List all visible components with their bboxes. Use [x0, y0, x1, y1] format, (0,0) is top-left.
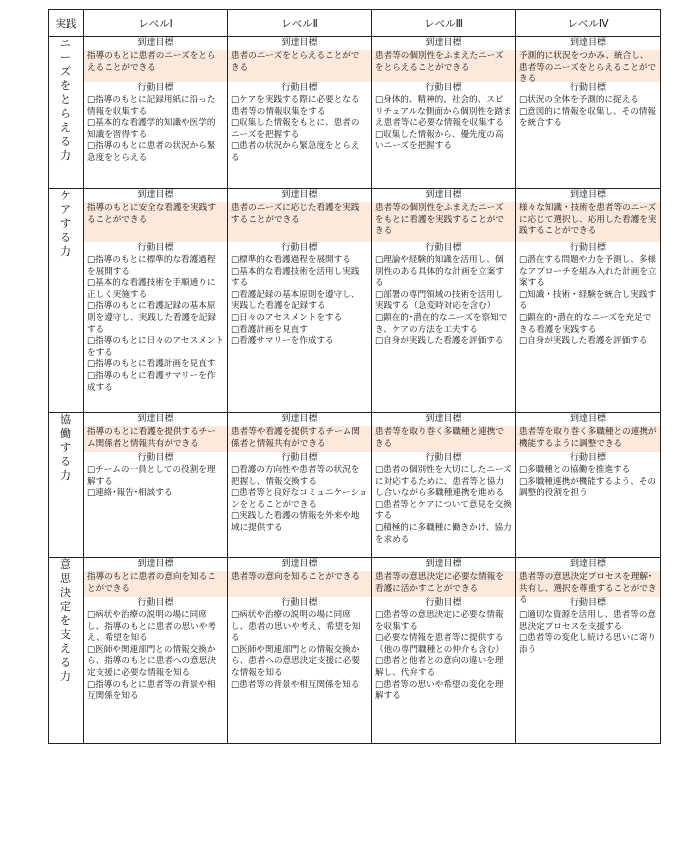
action-section [228, 82, 371, 188]
action-heading: 行動目標 [137, 453, 174, 463]
level-cell [228, 37, 372, 189]
phase-row [49, 189, 661, 413]
level-cell [84, 189, 228, 413]
action-list [228, 610, 371, 693]
action-item: □ケアを実践する際に必要となる患者等の情報収集をする [231, 95, 360, 117]
goal-section [228, 189, 371, 242]
goal-heading: 到達目標 [425, 414, 462, 424]
goal-heading: 到達目標 [569, 414, 606, 424]
action-list [516, 95, 660, 132]
action-item: □患者等の意思決定に必要な情報を収集する [375, 610, 504, 632]
goal-heading: 到達目標 [137, 559, 174, 569]
action-item: □収集した情報をもとに、患者のニーズを把握する [231, 118, 360, 140]
action-item: □理論や経験的知識を活用し、個別性のある具体的な計画を立案する [375, 255, 504, 289]
goal-text: 患者等の個別性をふまえたニーズをとらえることができる [372, 50, 515, 82]
action-item: □指導のもとに記録用紙に沿った情報を収集する [87, 95, 216, 117]
action-item: □実践した看護の情報を外来や地域に提供する [231, 511, 360, 533]
goal-section [372, 558, 515, 597]
action-list [516, 255, 660, 350]
competency-table [48, 9, 661, 744]
action-item: □連絡･報告･相談する [87, 488, 173, 499]
level-cell [84, 37, 228, 189]
header-practice: 実践 [49, 10, 84, 37]
goal-heading: 到達目標 [281, 414, 318, 424]
goal-section [84, 189, 227, 242]
action-list [372, 95, 515, 155]
goal-text: 予測的に状況をつかみ、統合し、患者等のニーズをとらえることができる [516, 50, 660, 82]
level-cell [228, 558, 372, 744]
action-item: □部署の専門領域の技術を活用し実践する（急変時対応を含む） [375, 289, 504, 312]
goal-text: 患者のニーズをとらえることができる [228, 50, 371, 82]
goal-heading: 到達目標 [569, 190, 606, 200]
action-heading: 行動目標 [281, 453, 318, 463]
action-item: □顕在的･潜在的なニーズを充足できる看護を実践する [519, 312, 652, 335]
header-level-4: レベルⅣ [516, 10, 661, 37]
action-heading: 行動目標 [137, 598, 174, 608]
phase-label-text: 意思決定を支える力 [60, 558, 72, 683]
action-section [516, 242, 660, 412]
goal-heading: 到達目標 [137, 190, 174, 200]
action-list [516, 610, 660, 658]
goal-text: 指導のもとに患者のニーズをとらえることができる [84, 50, 227, 82]
action-item: □基本的な看護技術を活用し実践する [231, 266, 360, 289]
goal-heading: 到達目標 [425, 190, 462, 200]
phase-row [49, 37, 661, 189]
action-list [84, 95, 227, 167]
action-item: □患者の個別性を大切にしたニーズに対応するために、患者等と協力し合いながら多職種連携を進める [375, 465, 512, 499]
action-item: □指導のもとに日々のアセスメントをする [87, 336, 224, 358]
header-level-1: レベルⅠ [84, 10, 228, 37]
goal-heading: 到達目標 [569, 559, 606, 569]
action-item: □基本的な看護学的知識や医学的知識を習得する [87, 118, 216, 140]
action-section [372, 597, 515, 743]
action-item: □患者等の思いや希望の変化を理解する [375, 679, 504, 702]
goal-text: 指導のもとに患者の意向を知ることができる [84, 571, 227, 597]
phase-label-text: ニーズをとらえる力 [60, 37, 72, 162]
action-item: □看護サマリーを作成する [231, 336, 334, 347]
action-section [372, 452, 515, 557]
action-item: □状況の全体を予測的に捉える [519, 95, 639, 105]
action-item: □指導のもとに患者の状況から緊急度をとらえる [87, 141, 216, 163]
action-item: □基本的な看護技術を手順通りに正しく実施する [87, 278, 216, 300]
action-item: □医師や関連部門との情報交換から、患者への意思決定支援に必要な情報を知る [231, 644, 360, 678]
header-row [49, 10, 661, 37]
phase-label [49, 413, 84, 558]
goal-text: 患者等の意向を知ることができる [228, 571, 371, 597]
goal-section [228, 37, 371, 82]
action-section [84, 242, 227, 412]
action-list [228, 465, 371, 537]
goal-section [372, 37, 515, 82]
action-section [84, 597, 227, 743]
goal-text: 患者等の意思決定に必要な情報を看護に活かすことができる [372, 571, 515, 597]
goal-section [372, 189, 515, 242]
action-section [372, 82, 515, 188]
action-list [372, 610, 515, 705]
level-cell [372, 189, 516, 413]
action-item: □患者と他者との意向の違いを理解し、代弁する [375, 656, 504, 678]
goal-text: 様々な知識・技術を患者等のニーズに応じて選択し、応用した看護を実践することができる [516, 202, 660, 242]
goal-text: 指導のもとに安全な看護を実践することができる [84, 202, 227, 242]
action-section [516, 452, 660, 557]
action-item: □必要な情報を患者等に提供する（他の専門職種との仲介も含む） [375, 633, 504, 655]
action-item: □患者等の変化し続ける思いに寄り添う [519, 633, 657, 655]
goal-text: 患者等の意思決定プロセスを理解･共有し、選択を尊重することができる [516, 571, 660, 597]
goal-heading: 到達目標 [425, 38, 462, 48]
level-cell [516, 189, 661, 413]
action-heading: 行動目標 [569, 243, 606, 253]
action-item: □多職種との協働を推進する [519, 465, 631, 475]
action-section [516, 82, 660, 188]
level-cell [372, 37, 516, 189]
action-item: □多職種連携が機能するよう、その調整的役割を担う [519, 476, 657, 499]
phase-row [49, 413, 661, 558]
goal-heading: 到達目標 [425, 559, 462, 569]
goal-text: 患者等の個別性をふまえたニーズをもとに看護を実践することができる [372, 202, 515, 242]
action-item: □標準的な看護過程を展開する [231, 255, 351, 265]
action-item: □収集した情報から、優先度の高いニーズを把握する [375, 129, 504, 152]
action-heading: 行動目標 [281, 83, 318, 93]
action-heading: 行動目標 [569, 453, 606, 463]
action-item: □日々のアセスメントをする [231, 312, 343, 323]
action-heading: 行動目標 [137, 83, 174, 93]
level-cell [84, 413, 228, 558]
phase-row [49, 558, 661, 744]
goal-section [516, 189, 660, 242]
goal-section [516, 413, 660, 452]
header-level-2: レベルⅡ [228, 10, 372, 37]
level-cell [228, 413, 372, 558]
goal-text: 患者のニーズに応じた看護を実践することができる [228, 202, 371, 242]
action-item: □意図的に情報を収集し、その情報を統合する [519, 106, 657, 129]
action-item: □知識・技術・経験を統合し実践する [519, 289, 657, 312]
action-item: □病状や治療の説明の場に同席し、患者の思いや考え、希望を知る [231, 610, 361, 644]
action-heading: 行動目標 [569, 598, 606, 608]
goal-section [228, 558, 371, 597]
action-heading: 行動目標 [425, 598, 462, 608]
action-section [228, 452, 371, 557]
action-section [372, 242, 515, 412]
action-section [516, 597, 660, 743]
level-cell [516, 413, 661, 558]
goal-heading: 到達目標 [281, 38, 318, 48]
action-list [228, 255, 371, 350]
action-list [84, 610, 227, 705]
action-list [84, 465, 227, 502]
action-item: □自身が実践した看護を評価する [375, 336, 504, 347]
goal-section [516, 37, 660, 85]
goal-text: 患者等や看護を提供するチーム関係者と情報共有ができる [228, 426, 371, 452]
goal-text: 患者等を取り巻く多職種と連携できる [372, 426, 515, 452]
level-cell [228, 189, 372, 413]
action-section [228, 597, 371, 743]
action-heading: 行動目標 [425, 83, 462, 93]
level-cell [516, 37, 661, 189]
action-heading: 行動目標 [425, 243, 462, 253]
goal-section [84, 413, 227, 452]
level-cell [372, 413, 516, 558]
action-list [516, 465, 660, 502]
goal-heading: 到達目標 [569, 38, 606, 48]
action-heading: 行動目標 [281, 243, 318, 253]
goal-section [84, 37, 227, 82]
action-list [228, 95, 371, 167]
action-heading: 行動目標 [137, 243, 174, 253]
action-item: □自身が実践した看護を評価する [519, 336, 648, 347]
action-item: □身体的、精神的、社会的、スピリチュアルな側面から個別性を踏まえ患者等に必要な情報を収集する [375, 95, 512, 129]
phase-label-text: ケアする力 [60, 189, 72, 258]
level-cell [84, 558, 228, 744]
goal-text: 患者等を取り巻く多職種との連携が機能するように調整できる [516, 426, 660, 452]
phase-label [49, 189, 84, 413]
action-section [228, 242, 371, 412]
action-item: □指導のもとに患者等の背景や相互関係を知る [87, 679, 216, 702]
action-item: □指導のもとに看護サマリーを作成する [87, 370, 216, 393]
goal-heading: 到達目標 [281, 190, 318, 200]
action-heading: 行動目標 [425, 453, 462, 463]
goal-section [228, 413, 371, 452]
action-item: □チームの一員としての役割を理解する [87, 465, 216, 487]
level-cell [516, 558, 661, 744]
action-section [84, 452, 227, 557]
action-section [84, 82, 227, 188]
goal-section [84, 558, 227, 597]
action-item: □看護計画を見直す [231, 324, 308, 335]
action-item: □看護の方向性や患者等の状況を把握し、情報交換する [231, 465, 360, 487]
action-heading: 行動目標 [281, 598, 318, 608]
action-item: □指導のもとに標準的な看護過程を展開する [87, 255, 216, 277]
action-item: □指導のもとに看護記録の基本原則を遵守し、実践した看護を記録する [87, 301, 216, 335]
action-list [372, 255, 515, 350]
goal-heading: 到達目標 [137, 414, 174, 424]
level-cell [372, 558, 516, 744]
phase-label [49, 37, 84, 189]
action-item: □指導のもとに看護計画を見直す [87, 359, 216, 370]
action-item: □適切な資源を活用し、患者等の意思決定プロセスを支援する [519, 610, 657, 632]
phase-label-text: 協働する力 [60, 413, 72, 482]
action-item: □顕在的･潜在的なニーズを察知でき、ケアの方法を工夫する [375, 312, 508, 335]
phase-label [49, 558, 84, 744]
action-item: □病状や治療の説明の場に同席し、指導のもとに患者の思いや考え、希望を知る [87, 610, 216, 644]
action-item: □患者の状況から緊急度をとらえる [231, 141, 360, 163]
goal-heading: 到達目標 [137, 38, 174, 48]
action-heading: 行動目標 [569, 83, 606, 93]
action-item: □看護記録の基本原則を遵守し、実践した看護を記録する [231, 289, 360, 312]
action-item: □医師や関連部門との情報交換から、指導のもとに患者への意思決定支援に必要な情報を知る [87, 644, 216, 678]
action-item: □潜在する問題や力を予測し、多様なアプローチを組み入れた計画を立案する [519, 255, 657, 289]
action-list [372, 465, 515, 548]
goal-text: 指導のもとに看護を提供するチーム関係者と情報共有ができる [84, 426, 227, 452]
header-level-3: レベルⅢ [372, 10, 516, 37]
goal-section [372, 413, 515, 452]
action-item: □患者等の背景や相互関係を知る [231, 679, 360, 690]
goal-heading: 到達目標 [281, 559, 318, 569]
action-item: □積極的に多職種に働きかけ、協力を求める [375, 522, 512, 545]
action-list [84, 255, 227, 396]
action-item: □患者等とケアについて意見を交換する [375, 499, 512, 522]
action-item: □患者等と良好なコミュニケーションをとることができる [231, 488, 368, 510]
